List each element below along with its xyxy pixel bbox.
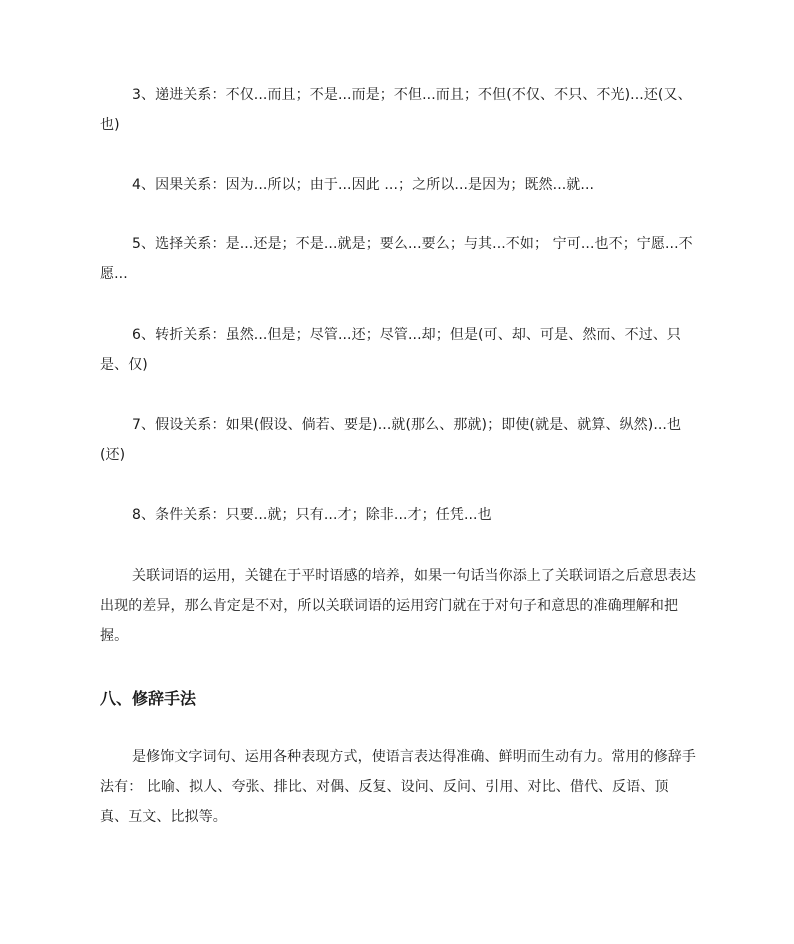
section-body: 是修饰文字词句、运用各种表现方式，使语言表达得准确、鲜明而生动有力。常用的修辞手法有： 比喻、拟人、夸张、排比、对偶、反复、设问、反问、引用、对比、借代、反语、顶真、互文、比拟等。 — [100, 749, 696, 825]
section-heading: 八、修辞手法 — [100, 689, 197, 708]
item-progressive: 3、递进关系：不仅...而且；不是...而是；不但...而且；不但(不仅、不只、不光)...还(又、也) — [100, 87, 692, 133]
item-choice: 5、选择关系：是...还是；不是...就是；要么...要么；与其...不如； 宁可...也不；宁愿...不愿... — [100, 236, 693, 282]
item-conditional: 8、条件关系：只要...就；只有...才；除非...才；任凭...也 — [132, 507, 492, 523]
item-adversative: 6、转折关系：虽然...但是；尽管...还；尽管...却；但是(可、却、可是、然而、不过、只是、仅) — [100, 327, 682, 373]
item-causal: 4、因果关系：因为...所以；由于...因此 ...；之所以...是因为；既然...就... — [132, 177, 595, 193]
item-hypothetical: 7、假设关系：如果(假设、倘若、要是)...就(那么、那就)；即使(就是、就算、纵然)...也(还) — [100, 417, 682, 463]
summary-paragraph: 关联词语的运用，关键在于平时语感的培养，如果一句话当你添上了关联词语之后意思表达出现的差异，那么肯定是不对，所以关联词语的运用窍门就在于对句子和意思的准确理解和把握。 — [100, 568, 696, 644]
